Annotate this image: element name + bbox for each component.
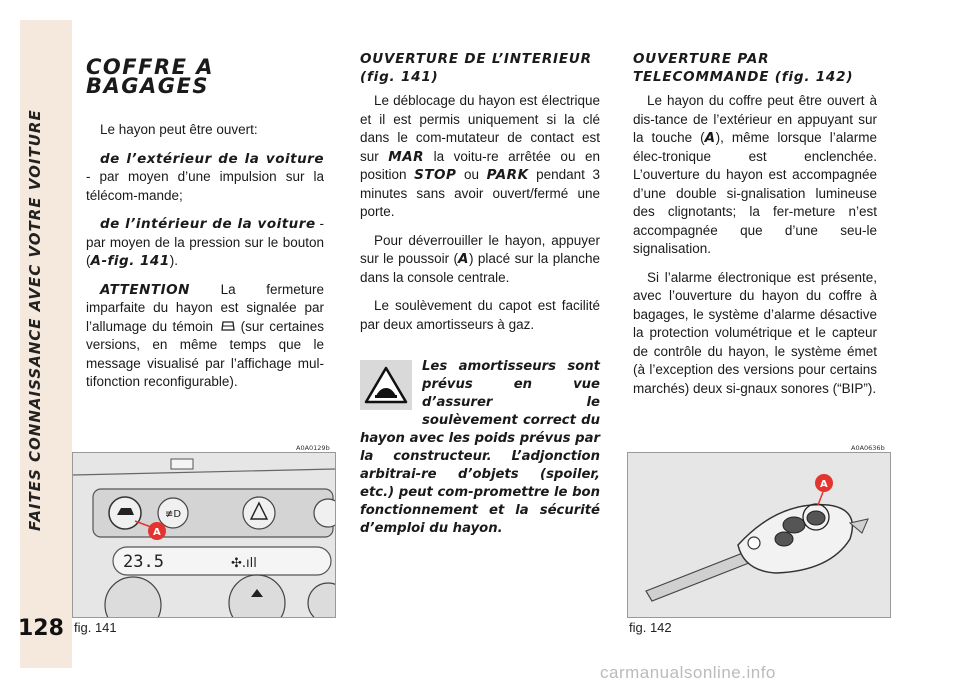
svg-text:✣.ıll: ✣.ıll	[231, 556, 257, 571]
key-position-stop: STOP	[414, 167, 457, 183]
remote-key-illustration	[628, 453, 890, 617]
section-heading-remote-line2: TELECOMMANDE	[633, 69, 770, 85]
column-left	[86, 50, 324, 402]
paragraph-release: Le déblocage du hayon est électrique et il est permis uniquement si la clé dans le com-mutateur de contact est sur MAR la voitu-re arrêtée ou en position STOP ou PARK pendant 3 minutes sans avoir ouvert/fermé une porte.	[360, 93, 600, 219]
paragraph-gas-struts: Le soulèvement du capot est facilité par deux amortisseurs à gaz.	[360, 298, 600, 332]
dashboard-console-illustration	[73, 453, 335, 617]
figure-code: A0A0636b	[851, 444, 885, 452]
intro-text: Le hayon peut être ouvert:	[100, 122, 258, 137]
column-middle	[360, 50, 600, 538]
figure-caption: fig. 141	[74, 620, 117, 635]
heading-figure-reference: (fig. 141)	[360, 69, 439, 85]
watermark: carmanualsonline.info	[600, 663, 776, 682]
figure-reference: A-fig. 141	[90, 253, 170, 269]
svg-text:≢D: ≢D	[165, 509, 182, 520]
exterior-label: de l’extérieur de la voiture	[100, 150, 324, 167]
paragraph-interior: de l’intérieur de la voiture - par moyen de la pression sur le bouton (A-fig. 141).	[86, 216, 324, 269]
warning-icon	[360, 360, 412, 410]
paragraph-remote: Le hayon du coffre peut être ouvert à dis-tance de l’extérieur en appuyant sur la touche (A), même lorsque l’alarme élec-tronique est enclenchée. L’ouverture du hayon est accompagnée d’une double si-gnalisation lumineuse des clignotants; la fer-meture n’est accompagnée que d’une seu-le signalisation.	[633, 93, 877, 256]
page-title: COFFRE A BAGAGES	[86, 55, 215, 98]
marker-a-label: A	[820, 479, 828, 490]
warning-text: Les amortisseurs sont prévus en vue d’assurer le soulèvement correct du hayon avec les poids prévus par la constructeur. L’adjonction arbitrai-re d’objets (spoiler, etc.) peut com-promettre le bon fonctionnement et la sécurité d’emploi du hayon.	[360, 359, 600, 536]
section-heading-remote: OUVERTURE PAR	[633, 51, 770, 67]
column-right	[633, 50, 877, 408]
heading-figure-reference: (fig. 142)	[769, 69, 854, 85]
attention-label: ATTENTION	[100, 281, 190, 298]
figure-142	[627, 452, 891, 618]
figure-141	[72, 452, 336, 618]
section-heading-interior: OUVERTURE DE L’INTERIEUR	[360, 51, 592, 67]
paragraph-alarm: Si l’alarme électronique est présente, avec l’ouverture du hayon du coffre à bagages, le système d’alarme désactive la protection volumétrique et le capteur de contrôle du hayon, le système émet (à l’exception des versions pour certains marchés) deux si-gnaux sonores (“BIP”).	[633, 269, 877, 396]
page-number: 128	[18, 616, 64, 641]
button-reference: A	[704, 130, 716, 146]
key-position-park: PARK	[486, 167, 529, 183]
paragraph-attention: ATTENTION La fermeture imparfaite du hayon est signalée par l’allumage du témoin (sur certaines versions, en même temps que le message visualisé par l’affichage mul-tifonction reconfigurable).	[86, 281, 324, 389]
paragraph-exterior: de l’extérieur de la voiture - par moyen d’une impulsion sur la télécom-mande;	[86, 150, 324, 203]
marker-a-label: A	[153, 527, 161, 538]
interior-label: de l’intérieur de la voiture	[100, 216, 316, 232]
warning-box	[360, 358, 600, 538]
paragraph-unlock: Pour déverrouiller le hayon, appuyer sur le poussoir (A) placé sur la planche dans la console centrale.	[360, 232, 600, 285]
figure-caption: fig. 142	[629, 620, 672, 635]
trunk-warning-icon	[221, 321, 235, 332]
button-reference: A	[458, 251, 469, 267]
key-position-mar: MAR	[388, 148, 425, 165]
section-title: FAITES CONNAISSANCE AVEC VOTRE VOITURE	[26, 109, 44, 531]
figure-code: A0A0129b	[296, 444, 330, 452]
temperature-display: 23.5	[123, 552, 164, 572]
